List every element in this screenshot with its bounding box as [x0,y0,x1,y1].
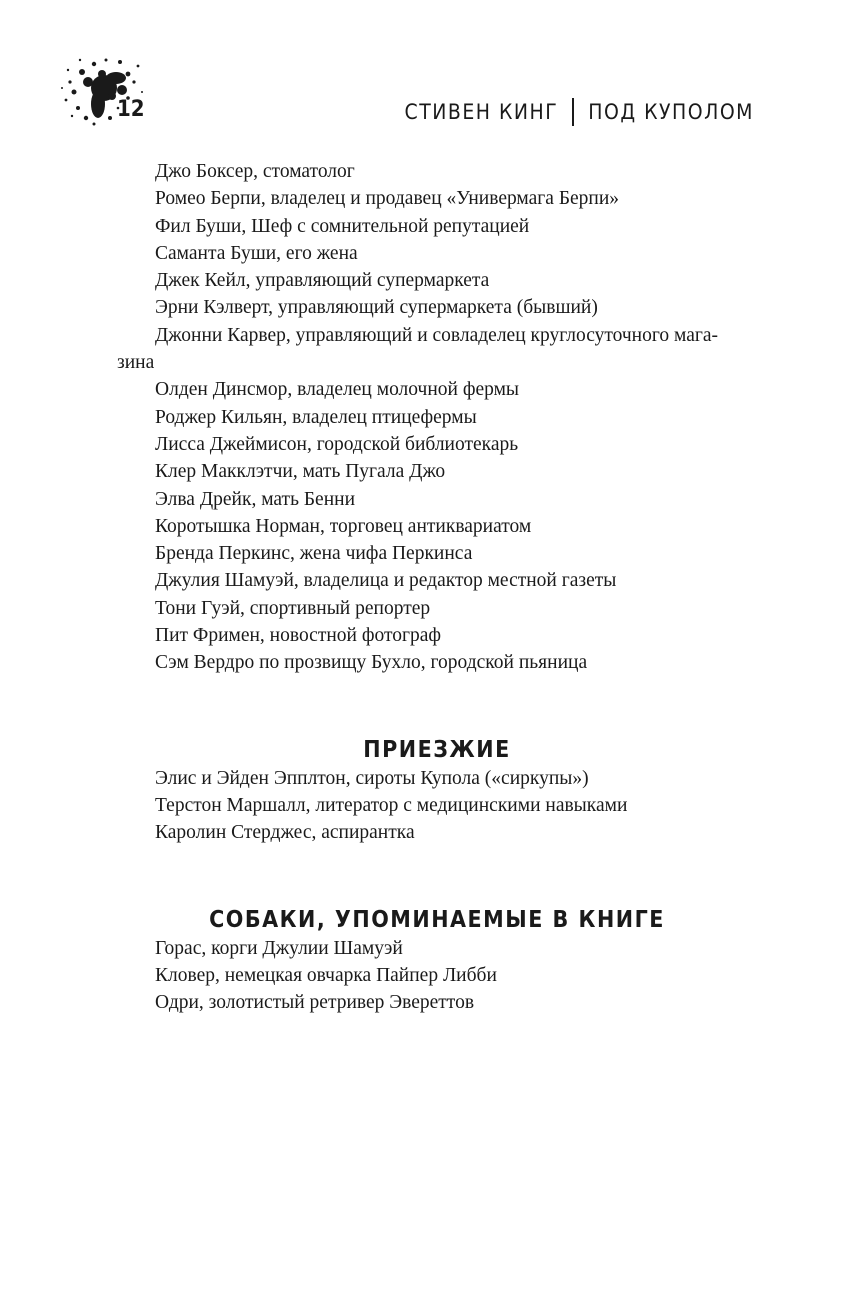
list-item: Саманта Буши, его жена [155,242,358,264]
author-name: СТИВЕН КИНГ [404,100,559,124]
list-item-wrapped-second: зина [117,352,155,374]
list-item: Олден Динсмор, владелец молочной фермы [155,379,520,401]
page-number: 12 [117,97,145,122]
list-item: Горас, корги Джулии Шамуэй [155,937,403,959]
list-item: Клер Макклэтчи, мать Пугала Джо [155,461,446,483]
residents-list [117,158,757,677]
list-item: Джек Кейл, управляющий супермаркета [155,270,490,292]
list-item: Каролин Стерджес, аспирантка [155,822,415,844]
list-item: Тони Гуэй, спортивный репортер [155,597,431,619]
list-item: Элис и Эйден Эпплтон, сироты Купола («сиркупы») [155,767,589,789]
page-header [0,0,844,140]
list-item: Джо Боксер, стоматолог [155,161,355,182]
list-item: Эрни Кэлверт, управляющий супермаркета (бывший) [155,297,598,319]
list-item: Терстон Маршалл, литератор с медицинскими навыками [155,794,628,816]
header-divider [572,98,574,126]
list-item: Сэм Вердро по прозвищу Бухло, городской пьяница [155,652,588,674]
book-title: ПОД КУПОЛОМ [588,100,754,124]
list-item: Элва Дрейк, мать Бенни [155,488,355,510]
page-body [117,158,757,1016]
list-item-wrapped-first: Джонни Карвер, управляющий и совладелец круглосуточного мага- [155,324,719,346]
section-title-dogs: СОБАКИ, УПОМИНАЕМЫЕ В КНИГЕ [209,906,665,933]
list-item: Коротышка Норман, торговец антиквариатом [155,515,532,537]
list-item: Фил Буши, Шеф с сомнительной репутацией [155,215,530,237]
section-title-newcomers: ПРИЕЗЖИЕ [363,736,511,763]
running-head [405,98,755,126]
list-item: Лисса Джеймисон, городской библиотекарь [155,433,519,455]
list-item: Ромео Берпи, владелец и продавец «Универмага Берпи» [155,188,620,210]
list-item: Одри, золотистый ретривер Эвереттов [155,992,475,1014]
list-item: Кловер, немецкая овчарка Пайпер Либби [155,964,497,986]
list-item: Джулия Шамуэй, владелица и редактор местной газеты [155,570,617,592]
list-item: Бренда Перкинс, жена чифа Перкинса [155,543,473,565]
newcomers-list [117,765,757,847]
list-item: Пит Фримен, новостной фотограф [155,625,442,647]
dogs-list [117,935,757,1017]
list-item: Роджер Кильян, владелец птицефермы [155,406,477,428]
